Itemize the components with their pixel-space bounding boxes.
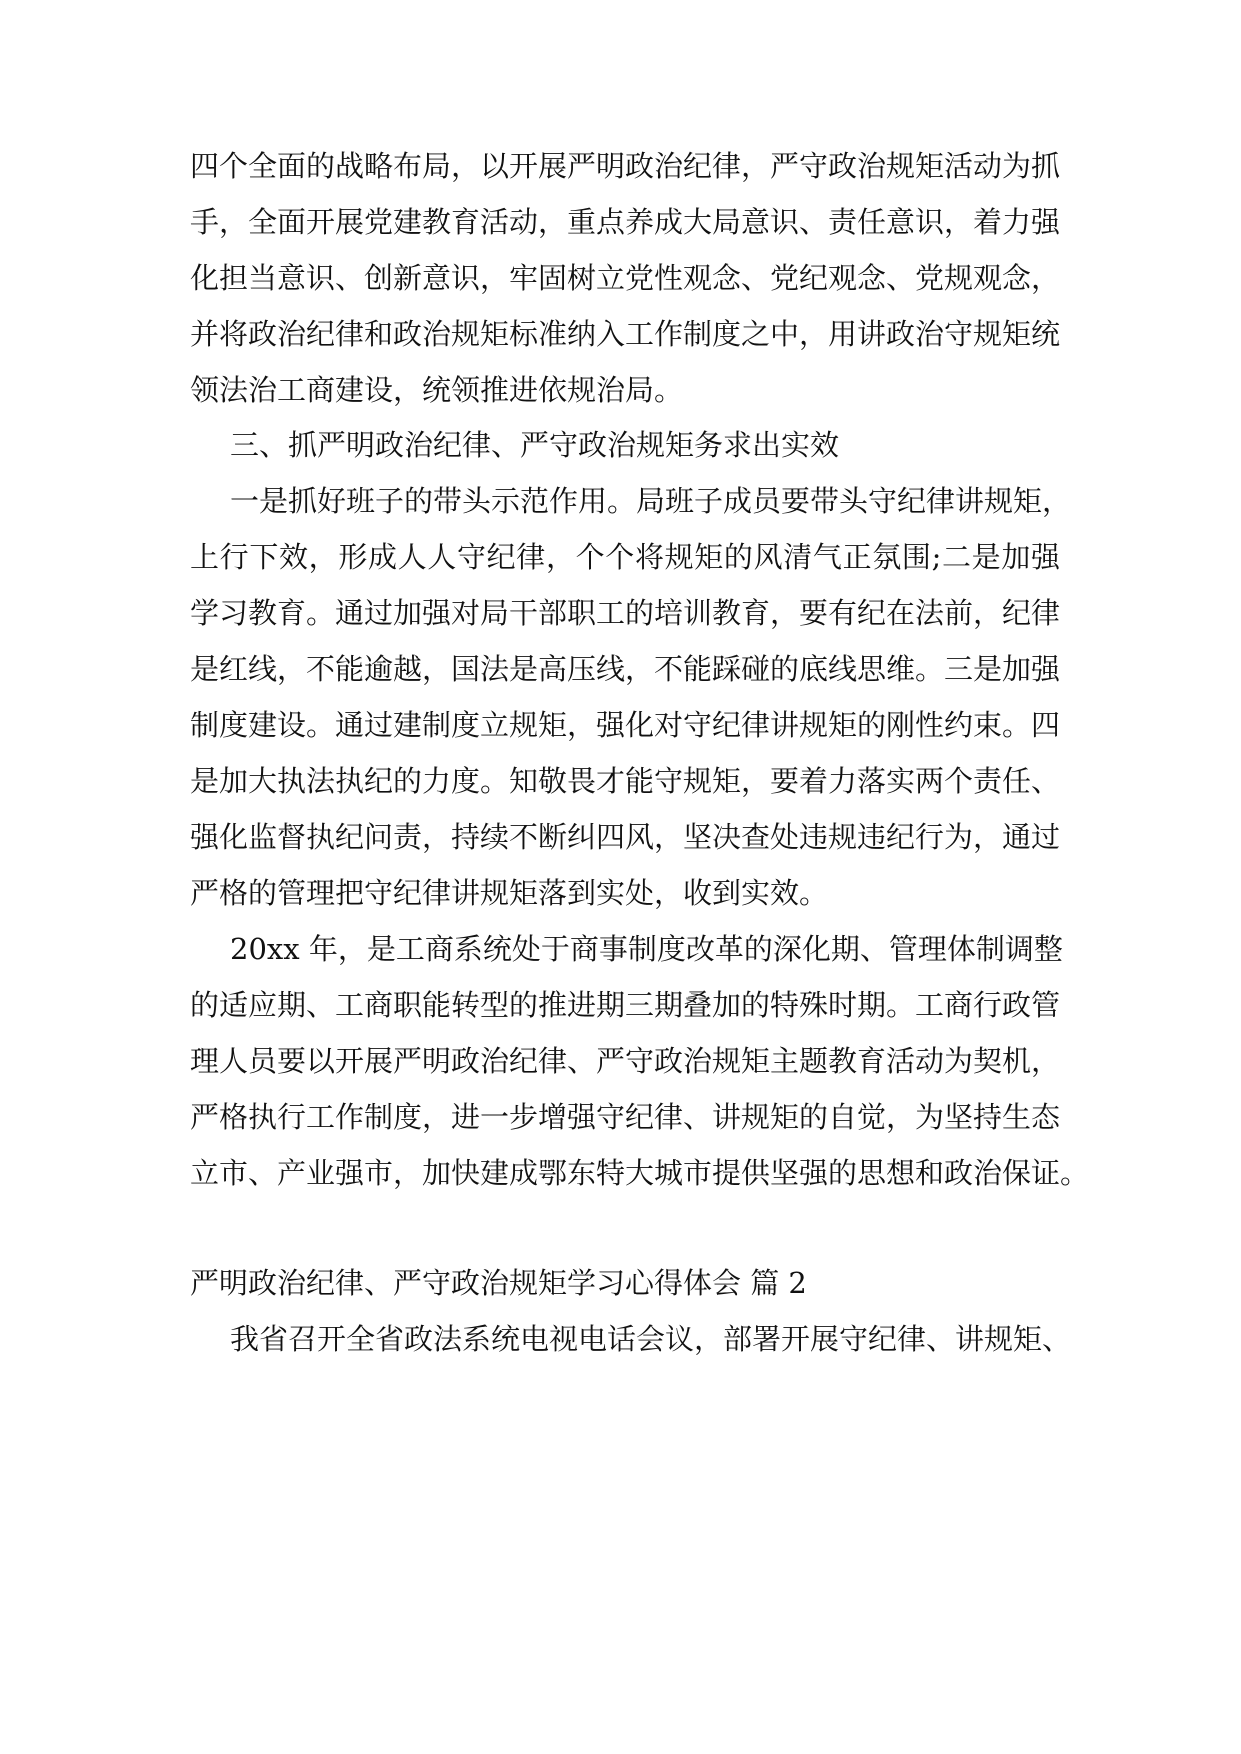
paragraph-line: 的适应期、工商职能转型的推进期三期叠加的特殊时期。工商行政管 (190, 988, 1061, 1022)
paragraph-line: 我省召开全省政法系统电视电话会议，部署开展守纪律、讲规矩、 (230, 1322, 1072, 1356)
paragraph-line: 并将政治纪律和政治规矩标准纳入工作制度之中，用讲政治守规矩统 (190, 317, 1061, 351)
paragraph-line: 四个全面的战略布局，以开展严明政治纪律，严守政治规矩活动为抓 (190, 149, 1061, 183)
paragraph-line: 理人员要以开展严明政治纪律、严守政治规矩主题教育活动为契机， (190, 1044, 1061, 1078)
paragraph-line: 严格执行工作制度，进一步增强守纪律、讲规矩的自觉，为坚持生态 (190, 1100, 1061, 1134)
paragraph-line: 化担当意识、创新意识，牢固树立党性观念、党纪观念、党规观念， (190, 261, 1061, 295)
paragraph-line: 强化监督执纪问责，持续不断纠四风，坚决查处违规违纪行为，通过 (190, 820, 1061, 854)
paragraph-line: 立市、产业强市，加快建成鄂东特大城市提供坚强的思想和政治保证。 (190, 1156, 1090, 1190)
paragraph-line: 一是抓好班子的带头示范作用。局班子成员要带头守纪律讲规矩， (230, 484, 1072, 518)
section-heading: 三、抓严明政治纪律、严守政治规矩务求出实效 (230, 428, 840, 462)
paragraph-line: 20xx 年，是工商系统处于商事制度改革的深化期、管理体制调整 (230, 932, 1063, 966)
paragraph-line: 是红线，不能逾越，国法是高压线，不能踩碰的底线思维。三是加强 (190, 652, 1061, 686)
paragraph-line: 领法治工商建设，统领推进依规治局。 (190, 373, 684, 407)
paragraph-line: 学习教育。通过加强对局干部职工的培训教育，要有纪在法前，纪律 (190, 596, 1061, 630)
paragraph-line: 制度建设。通过建制度立规矩，强化对守纪律讲规矩的刚性约束。四 (190, 708, 1061, 742)
paragraph-line: 上行下效，形成人人守纪律，个个将规矩的风清气正氛围;二是加强 (190, 540, 1060, 574)
paragraph-line: 手，全面开展党建教育活动，重点养成大局意识、责任意识，着力强 (190, 205, 1061, 239)
article-title: 严明政治纪律、严守政治规矩学习心得体会 篇 2 (190, 1266, 807, 1300)
paragraph-line: 严格的管理把守纪律讲规矩落到实处，收到实效。 (190, 876, 829, 910)
paragraph-line: 是加大执法执纪的力度。知敬畏才能守规矩，要着力落实两个责任、 (190, 764, 1061, 798)
